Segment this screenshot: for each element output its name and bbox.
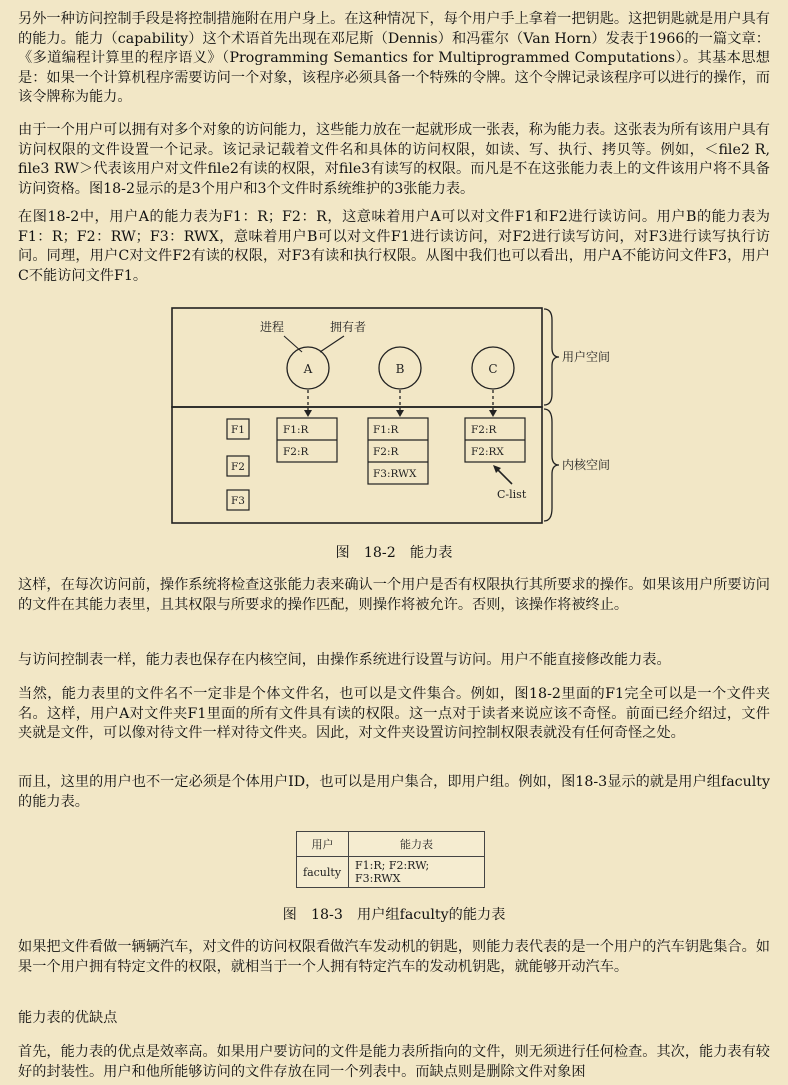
paragraph-figure-explanation: 在图18-2中，用户A的能力表为F1：R；F2：R，这意味着用户A可以对文件F1和F2进行读访问。用户B的能力表为F1：R；F2：RW；F3：RWX，意味着用户B可以对文件F1进行读访问，对F2进行读写访问，对F3进行读写执行访问。同理，用户C对文件F2有读的权限，对F3有读和执行权限。从图中我们也可以看出，用户A不能访问文件F3，用户C不能访问文件F1。 bbox=[18, 209, 770, 284]
user-a-label: A bbox=[303, 362, 313, 376]
table-cell-capabilities: F1:R; F2:RW; F3:RWX bbox=[349, 857, 485, 888]
user-c-label: C bbox=[488, 362, 498, 376]
figure-18-3-caption: 图 18-3 用户组faculty的能力表 bbox=[282, 907, 506, 923]
paragraph-capability-list: 由于一个用户可以拥有对多个对象的访问能力，这些能力放在一起就形成一张表，称为能力表。这张表为所有该用户具有访问权限的文件设置一个记录。该记录记载着文件名和具体的访问权限，如读、写、执行、拷贝等。例如，＜file2 R, file3 RW＞代表该用户对文件file2有读的权限，对file3有读写的权限。而凡是不在这张能力表上的文件该用户将不具备访问资格。图18-2显示的是3个用户和3个文件时系统维护的3张能力表。 bbox=[18, 122, 770, 197]
cap-b-entry-2: F2:R bbox=[373, 446, 399, 458]
table-row bbox=[297, 857, 485, 888]
file-f1-label: F1 bbox=[231, 424, 245, 436]
figure-18-2-caption: 图 18-2 能力表 bbox=[335, 545, 453, 561]
file-f2-label: F2 bbox=[231, 461, 245, 473]
user-space-label: 用户空间 bbox=[562, 350, 611, 364]
c-list-label: C-list bbox=[497, 488, 527, 501]
owner-label: 拥有者 bbox=[330, 320, 367, 334]
paragraph-car-analogy: 如果把文件看做一辆辆汽车，对文件的访问权限看做汽车发动机的钥匙，则能力表代表的是一个用户的汽车钥匙集合。如果一个用户拥有特定文件的权限，就相当于一个人拥有特定汽车的发动机钥匙，就能够开动汽车。 bbox=[18, 939, 770, 975]
user-space-brace bbox=[544, 309, 559, 405]
paragraph-user-groups: 而且，这里的用户也不一定必须是个体用户ID，也可以是用户集合，即用户组。例如，图18-3显示的就是用户组faculty的能力表。 bbox=[18, 774, 770, 810]
cap-c-entry-1: F2:R bbox=[471, 424, 497, 436]
cap-c-entry-2: F2:RX bbox=[471, 446, 504, 458]
paragraph-check-access: 这样，在每次访问前，操作系统将检查这张能力表来确认一个用户是否有权限执行其所要求的操作。如果该用户所要访问的文件在其能力表里，且其权限与所要求的操作匹配，则操作将被允许。否则，该操作将被终止。 bbox=[18, 577, 770, 613]
kernel-space-label: 内核空间 bbox=[562, 458, 611, 472]
user-b-label: B bbox=[395, 362, 405, 376]
cap-b-entry-3: F3:RWX bbox=[373, 468, 417, 480]
table-header-capabilities: 能力表 bbox=[349, 832, 485, 857]
capability-list-diagram bbox=[160, 300, 640, 532]
cap-a-entry-2: F2:R bbox=[283, 446, 309, 458]
paragraph-kernel-space: 与访问控制表一样，能力表也保存在内核空间，由操作系统进行设置与访问。用户不能直接修改能力表。 bbox=[18, 652, 671, 668]
faculty-capability-table bbox=[296, 831, 485, 888]
process-label: 进程 bbox=[260, 320, 285, 334]
paragraph-capability-intro: 另外一种访问控制手段是将控制措施附在用户身上。在这种情况下，每个用户手上拿着一把钥匙。这把钥匙就是用户具有的能力。能力（capability）这个术语首先出现在邓尼斯（Dennis）和冯霍尔（Van Horn）发表于1966的一篇文章：《多道编程计算里的程序语义》（Programming Semantics for Multiprogrammed Computations）。其基本思想是：如果一个计算机程序需要访问一个对象，该程序必须具备一个特殊的令牌。这个令牌记录该程序可以进行的操作，而该令牌称为能力。 bbox=[18, 11, 770, 106]
paragraph-pros-cons: 首先，能力表的优点是效率高。如果用户要访问的文件是能力表所指向的文件，则无须进行任何检查。其次，能力表有较好的封装性。用户和他所能够访问的文件存放在同一个列表中。而缺点则是删除文件对象困 bbox=[18, 1044, 770, 1080]
kernel-space-brace bbox=[544, 409, 559, 521]
table-header-user: 用户 bbox=[297, 832, 349, 857]
paragraph-file-collections: 当然，能力表里的文件名不一定非是个体文件名，也可以是文件集合。例如，图18-2里面的F1完全可以是一个文件夹名。这样，用户A对文件夹F1里面的所有文件具有读的权限。这一点对于读者来说应该不奇怪。前面已经介绍过，文件夹就是文件，可以像对待文件一样对待文件夹。因此，对文件夹设置访问控制权限表就没有任何奇怪之处。 bbox=[18, 686, 770, 742]
cap-b-entry-1: F1:R bbox=[373, 424, 399, 436]
cap-a-entry-1: F1:R bbox=[283, 424, 309, 436]
file-f3-label: F3 bbox=[231, 495, 245, 507]
section-heading-pros-cons: 能力表的优缺点 bbox=[18, 1010, 118, 1026]
table-cell-user: faculty bbox=[297, 857, 349, 888]
